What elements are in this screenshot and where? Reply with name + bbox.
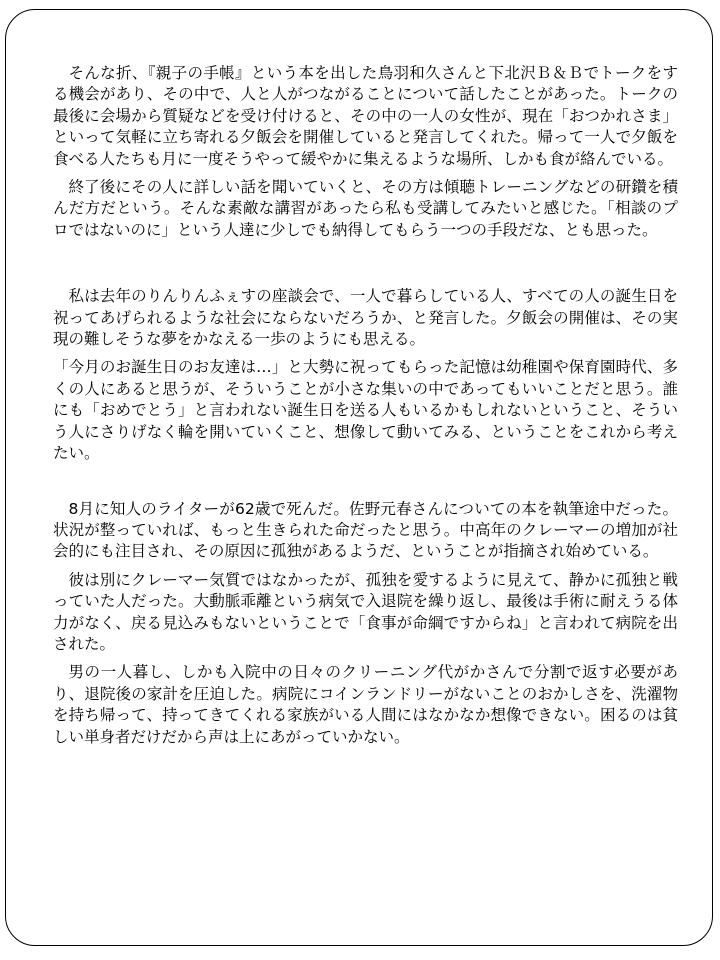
page-frame [5, 9, 713, 946]
paragraph-4: 「今月のお誕生日のお友達は…」と大勢に祝ってもらった記憶は幼稚園や保育園時代、多くの人にあると思うが、そういうことが小さな集いの中であってもいいことだと思う。誰にも「おめでとう」と言われない誕生日を送る人もいるかもしれないということ、そういう人にさりげなく輪を開いていくこと、想像して動いてみる、ということをこれから考えたい。 [53, 358, 678, 463]
paragraph-6: 彼は別にクレーマー気質ではなかったが、孤独を愛するように見えて、静かに孤独と戦っていた人だった。大動脈乖離という病気で入退院を繰り返し、最後は手術に耐えうる体力がなく、戻る見込みもないということで「食事が命綱ですからね」と言われて病院を出された。 [53, 570, 678, 653]
paragraph-5: 8月に知人のライターが62歳で死んだ。佐野元春さんについての本を執筆途中だった。状況が整っていれば、もっと生きられた命だったと思う。中高年のクレーマーの増加が社会的にも注目され、その原因に孤独があるようだ、ということが指摘され始めている。 [53, 499, 679, 561]
paragraph-3: 私は去年のりんりんふぇすの座談会で、一人で暮らしている人、すべての人の誕生日を祝ってあげられるような社会にならないだろうか、と発言した。夕飯会の開催は、その実現の難しそうな夢をかなえる一歩のようにも思える。 [53, 287, 678, 349]
paragraph-7: 男の一人暮し、しかも入院中の日々のクリーニング代がかさんで分割で返す必要があり、退院後の家計を圧迫した。病院にコインランドリーがないことのおかしさを、洗濯物を持ち帰って、持ってきてくれる家族がいる人間にはなかなか想像できない。困るのは貧しい単身者だけだから声は上にあがっていかない。 [53, 663, 678, 746]
document-body [53, 63, 678, 755]
paragraph-1: そんな折、『親子の手帳』という本を出した鳥羽和久さんと下北沢Ｂ＆Ｂでトークをする機会があり、その中で、人と人がつながることについて話したことがあった。トークの最後に会場から質疑などを受け付けると、その中の一人の女性が、現在「おつかれさま」といって気軽に立ち寄れる夕飯会を開催していると発言してくれた。帰って一人で夕飯を食べる人たちも月に一度そうやって緩やかに集えるような場所、しかも食が絡んでいる。 [53, 64, 678, 168]
paragraph-2: 終了後にその人に詳しい話を聞いていくと、その方は傾聴トレーニングなどの研鑽を積んだ方だという。そんな素敵な講習があったら私も受講してみたいと感じた。「相談のプロではないのに」という人達に少しでも納得してもらう一つの手段だな、とも思った。 [53, 178, 678, 239]
